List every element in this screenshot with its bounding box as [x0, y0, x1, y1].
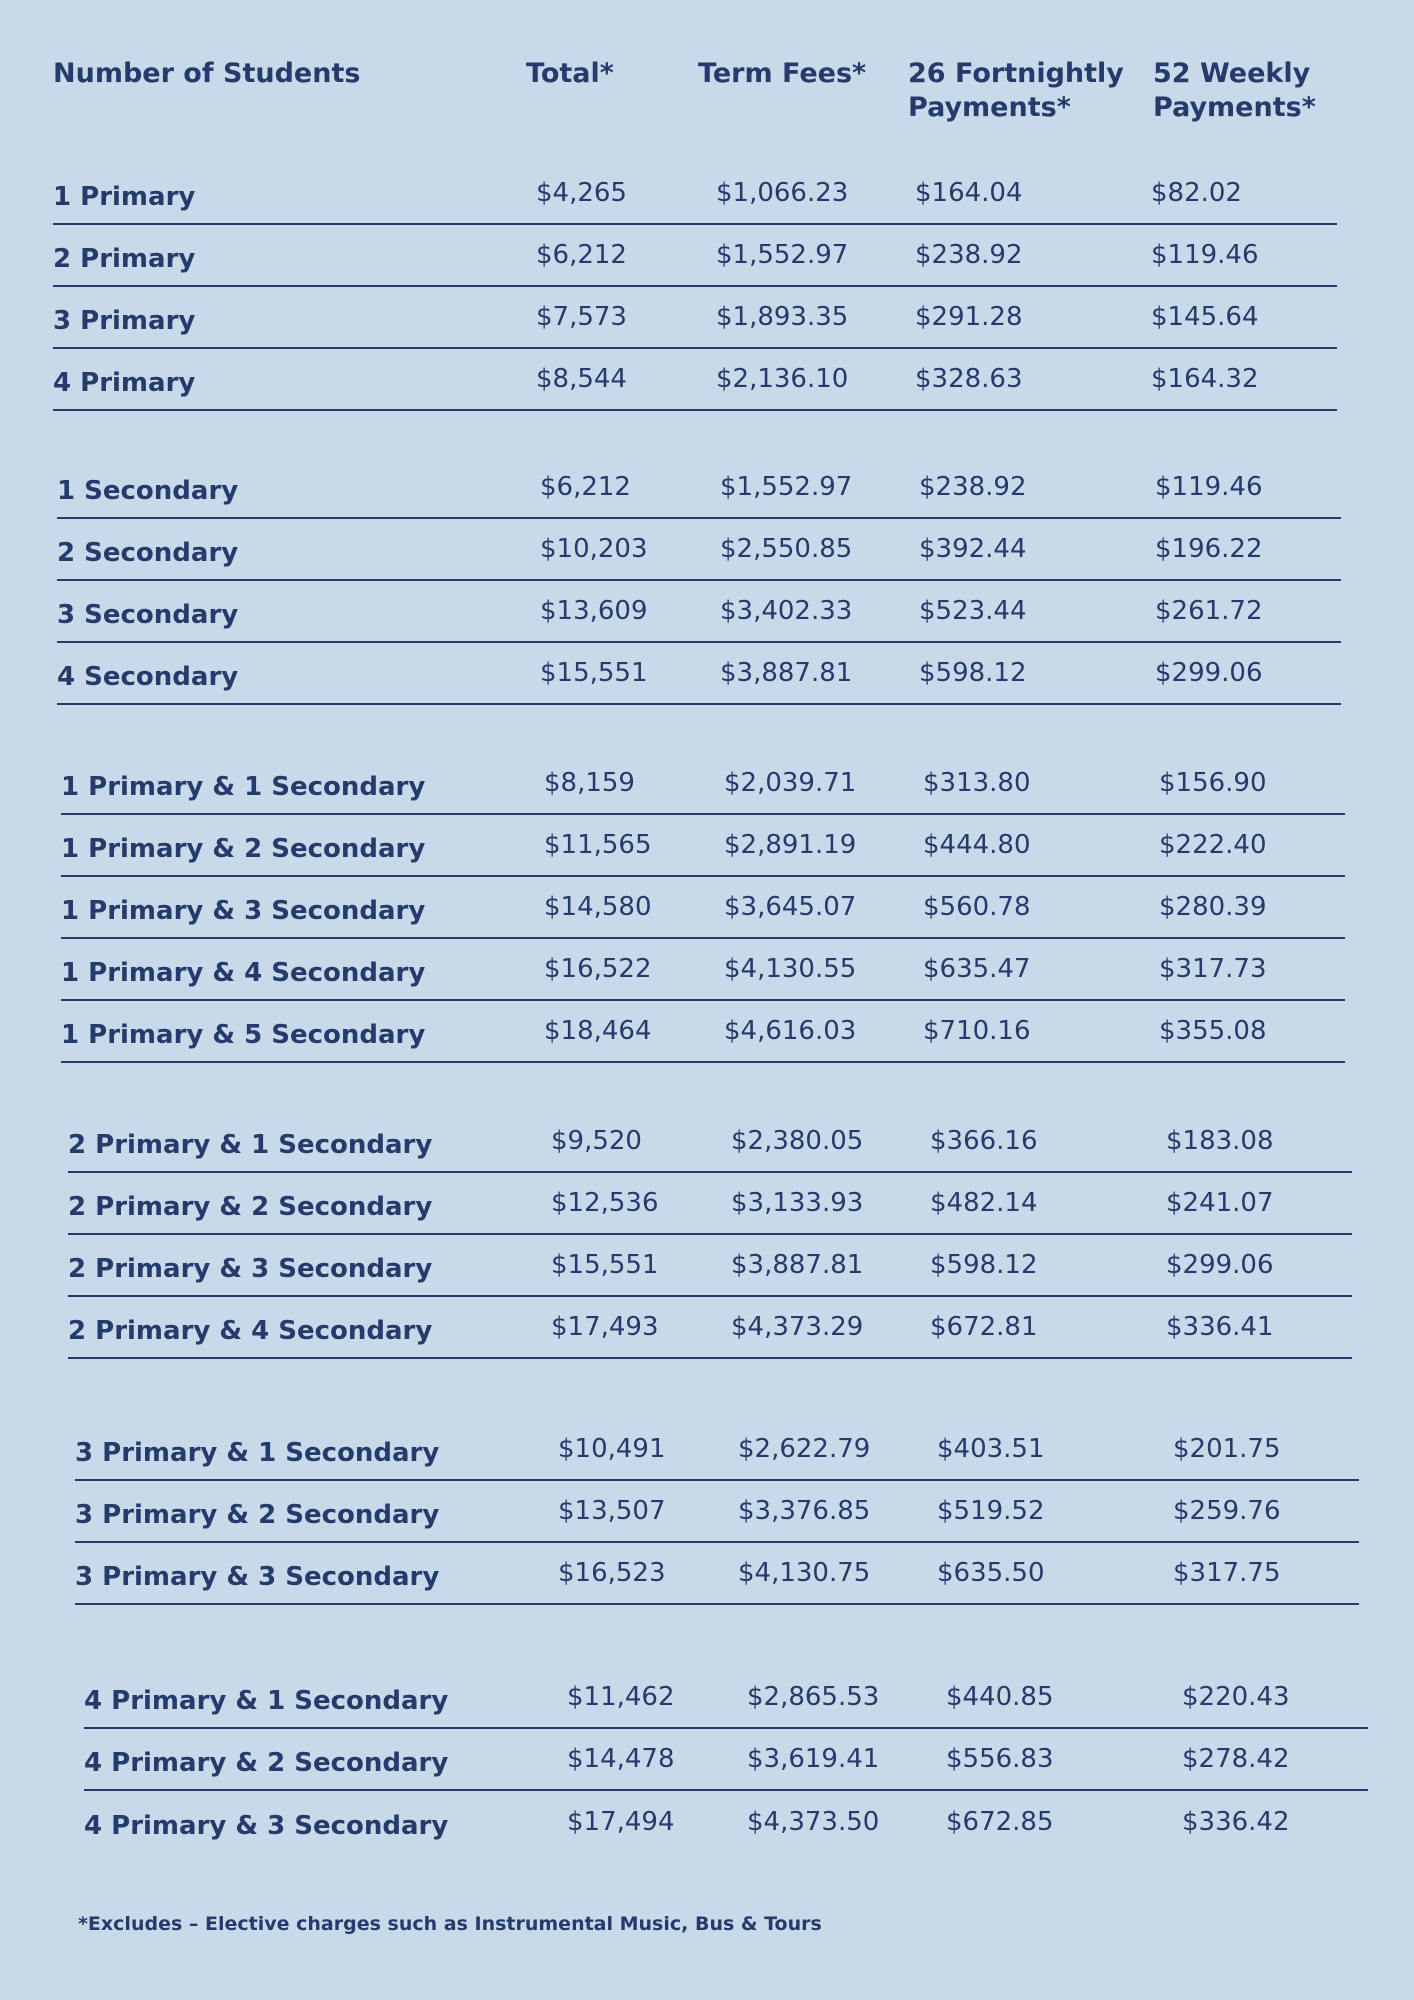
row-label: 4 Secondary: [57, 662, 239, 692]
table-row: [84, 1791, 1368, 1853]
total-value: $17,494: [567, 1807, 675, 1837]
total-value: $10,203: [540, 534, 648, 564]
total-value: $12,536: [551, 1188, 659, 1218]
weekly-payment-value: $196.22: [1155, 534, 1263, 564]
row-label: 2 Secondary: [57, 538, 239, 568]
fee-table-body: [0, 163, 1414, 1853]
header-total: Total*: [526, 58, 614, 89]
table-row: [57, 643, 1341, 705]
total-value: $16,522: [544, 954, 652, 984]
fortnightly-payment-value: $328.63: [915, 364, 1023, 394]
table-row: [61, 815, 1345, 877]
term-fees-value: $4,130.75: [738, 1558, 871, 1588]
total-value: $15,551: [540, 658, 648, 688]
weekly-payment-value: $82.02: [1151, 178, 1242, 208]
row-label: 4 Primary & 3 Secondary: [84, 1811, 449, 1841]
row-label: 4 Primary & 2 Secondary: [84, 1748, 449, 1778]
row-label: 2 Primary & 4 Secondary: [68, 1316, 433, 1346]
row-label: 1 Primary & 4 Secondary: [61, 958, 426, 988]
table-row: [84, 1667, 1368, 1729]
weekly-payment-value: $241.07: [1166, 1188, 1274, 1218]
fee-group: [68, 1111, 1352, 1359]
weekly-payment-value: $119.46: [1151, 240, 1259, 270]
fortnightly-payment-value: $635.50: [937, 1558, 1045, 1588]
weekly-payment-value: $145.64: [1151, 302, 1259, 332]
term-fees-value: $2,136.10: [716, 364, 849, 394]
term-fees-value: $2,622.79: [738, 1434, 871, 1464]
total-value: $9,520: [551, 1126, 642, 1156]
total-value: $13,507: [558, 1496, 666, 1526]
term-fees-value: $2,550.85: [720, 534, 853, 564]
table-row: [53, 225, 1337, 287]
row-label: 4 Primary & 1 Secondary: [84, 1686, 449, 1716]
term-fees-value: $4,373.50: [747, 1807, 880, 1837]
fortnightly-payment-value: $635.47: [923, 954, 1031, 984]
header-term-fees: Term Fees*: [698, 58, 867, 89]
header-number-of-students: Number of Students: [53, 58, 361, 89]
term-fees-value: $3,376.85: [738, 1496, 871, 1526]
term-fees-value: $4,373.29: [731, 1312, 864, 1342]
row-label: 2 Primary: [53, 244, 196, 274]
weekly-payment-value: $336.41: [1166, 1312, 1274, 1342]
fortnightly-payment-value: $556.83: [946, 1744, 1054, 1774]
table-row: [57, 457, 1341, 519]
weekly-payment-value: $201.75: [1173, 1434, 1281, 1464]
total-value: $8,159: [544, 768, 635, 798]
fortnightly-payment-value: $392.44: [919, 534, 1027, 564]
weekly-payment-value: $317.73: [1159, 954, 1267, 984]
fee-group: [61, 753, 1345, 1063]
term-fees-value: $3,887.81: [720, 658, 853, 688]
term-fees-value: $2,380.05: [731, 1126, 864, 1156]
table-row: [61, 753, 1345, 815]
table-row: [61, 939, 1345, 1001]
weekly-payment-value: $299.06: [1155, 658, 1263, 688]
fortnightly-payment-value: $366.16: [930, 1126, 1038, 1156]
fortnightly-payment-value: $238.92: [915, 240, 1023, 270]
fortnightly-payment-value: $164.04: [915, 178, 1023, 208]
term-fees-value: $3,619.41: [747, 1744, 880, 1774]
weekly-payment-value: $119.46: [1155, 472, 1263, 502]
total-value: $14,478: [567, 1744, 675, 1774]
table-row: [61, 1001, 1345, 1063]
table-row: [68, 1235, 1352, 1297]
weekly-payment-value: $299.06: [1166, 1250, 1274, 1280]
fortnightly-payment-value: $238.92: [919, 472, 1027, 502]
term-fees-value: $2,865.53: [747, 1682, 880, 1712]
row-label: 2 Primary & 1 Secondary: [68, 1130, 433, 1160]
term-fees-value: $1,066.23: [716, 178, 849, 208]
total-value: $6,212: [536, 240, 627, 270]
table-row: [75, 1419, 1359, 1481]
weekly-payment-value: $259.76: [1173, 1496, 1281, 1526]
total-value: $14,580: [544, 892, 652, 922]
fortnightly-payment-value: $444.80: [923, 830, 1031, 860]
header-weekly-payments: 52 Weekly Payments*: [1153, 58, 1316, 123]
term-fees-value: $3,133.93: [731, 1188, 864, 1218]
fortnightly-payment-value: $598.12: [919, 658, 1027, 688]
table-row: [68, 1297, 1352, 1359]
table-row: [53, 287, 1337, 349]
table-row: [84, 1729, 1368, 1791]
fortnightly-payment-value: $291.28: [915, 302, 1023, 332]
row-label: 4 Primary: [53, 368, 196, 398]
header-fortnightly-payments: 26 Fortnightly Payments*: [908, 58, 1124, 123]
fortnightly-payment-value: $313.80: [923, 768, 1031, 798]
row-label: 1 Primary & 2 Secondary: [61, 834, 426, 864]
row-label: 2 Primary & 3 Secondary: [68, 1254, 433, 1284]
term-fees-value: $1,893.35: [716, 302, 849, 332]
weekly-payment-value: $336.42: [1182, 1807, 1290, 1837]
term-fees-value: $2,039.71: [724, 768, 857, 798]
table-row: [61, 877, 1345, 939]
term-fees-value: $2,891.19: [724, 830, 857, 860]
fortnightly-payment-value: $519.52: [937, 1496, 1045, 1526]
fee-group: [75, 1419, 1359, 1605]
row-label: 3 Secondary: [57, 600, 239, 630]
table-row: [53, 349, 1337, 411]
weekly-payment-value: $278.42: [1182, 1744, 1290, 1774]
fortnightly-payment-value: $440.85: [946, 1682, 1054, 1712]
weekly-payment-value: $164.32: [1151, 364, 1259, 394]
weekly-payment-value: $220.43: [1182, 1682, 1290, 1712]
term-fees-value: $1,552.97: [720, 472, 853, 502]
footnote: *Excludes – Elective charges such as Instrumental Music, Bus & Tours: [78, 1913, 822, 1935]
total-value: $11,565: [544, 830, 652, 860]
table-row: [68, 1173, 1352, 1235]
total-value: $8,544: [536, 364, 627, 394]
total-value: $6,212: [540, 472, 631, 502]
total-value: $4,265: [536, 178, 627, 208]
table-row: [75, 1481, 1359, 1543]
weekly-payment-value: $280.39: [1159, 892, 1267, 922]
table-row: [75, 1543, 1359, 1605]
fortnightly-payment-value: $482.14: [930, 1188, 1038, 1218]
row-label: 3 Primary & 3 Secondary: [75, 1562, 440, 1592]
fortnightly-payment-value: $523.44: [919, 596, 1027, 626]
fortnightly-payment-value: $560.78: [923, 892, 1031, 922]
fee-group: [53, 163, 1337, 411]
row-label: 2 Primary & 2 Secondary: [68, 1192, 433, 1222]
weekly-payment-value: $222.40: [1159, 830, 1267, 860]
weekly-payment-value: $317.75: [1173, 1558, 1281, 1588]
term-fees-value: $3,645.07: [724, 892, 857, 922]
row-label: 1 Primary & 3 Secondary: [61, 896, 426, 926]
total-value: $10,491: [558, 1434, 666, 1464]
table-row: [57, 519, 1341, 581]
total-value: $15,551: [551, 1250, 659, 1280]
weekly-payment-value: $355.08: [1159, 1016, 1267, 1046]
total-value: $17,493: [551, 1312, 659, 1342]
total-value: $13,609: [540, 596, 648, 626]
row-label: 3 Primary & 1 Secondary: [75, 1438, 440, 1468]
row-label: 1 Primary & 5 Secondary: [61, 1020, 426, 1050]
row-label: 3 Primary: [53, 306, 196, 336]
fee-group: [84, 1667, 1368, 1853]
term-fees-value: $4,616.03: [724, 1016, 857, 1046]
weekly-payment-value: $183.08: [1166, 1126, 1274, 1156]
fortnightly-payment-value: $672.85: [946, 1807, 1054, 1837]
total-value: $11,462: [567, 1682, 675, 1712]
total-value: $7,573: [536, 302, 627, 332]
row-label: 1 Primary: [53, 182, 196, 212]
table-row: [68, 1111, 1352, 1173]
term-fees-value: $3,887.81: [731, 1250, 864, 1280]
fortnightly-payment-value: $403.51: [937, 1434, 1045, 1464]
table-row: [57, 581, 1341, 643]
row-label: 1 Primary & 1 Secondary: [61, 772, 426, 802]
term-fees-value: $1,552.97: [716, 240, 849, 270]
fortnightly-payment-value: $672.81: [930, 1312, 1038, 1342]
total-value: $16,523: [558, 1558, 666, 1588]
fee-group: [57, 457, 1341, 705]
fortnightly-payment-value: $710.16: [923, 1016, 1031, 1046]
table-header-row: [53, 0, 1414, 125]
row-label: 1 Secondary: [57, 476, 239, 506]
fortnightly-payment-value: $598.12: [930, 1250, 1038, 1280]
term-fees-value: $4,130.55: [724, 954, 857, 984]
weekly-payment-value: $261.72: [1155, 596, 1263, 626]
total-value: $18,464: [544, 1016, 652, 1046]
term-fees-value: $3,402.33: [720, 596, 853, 626]
table-row: [53, 163, 1337, 225]
row-label: 3 Primary & 2 Secondary: [75, 1500, 440, 1530]
weekly-payment-value: $156.90: [1159, 768, 1267, 798]
